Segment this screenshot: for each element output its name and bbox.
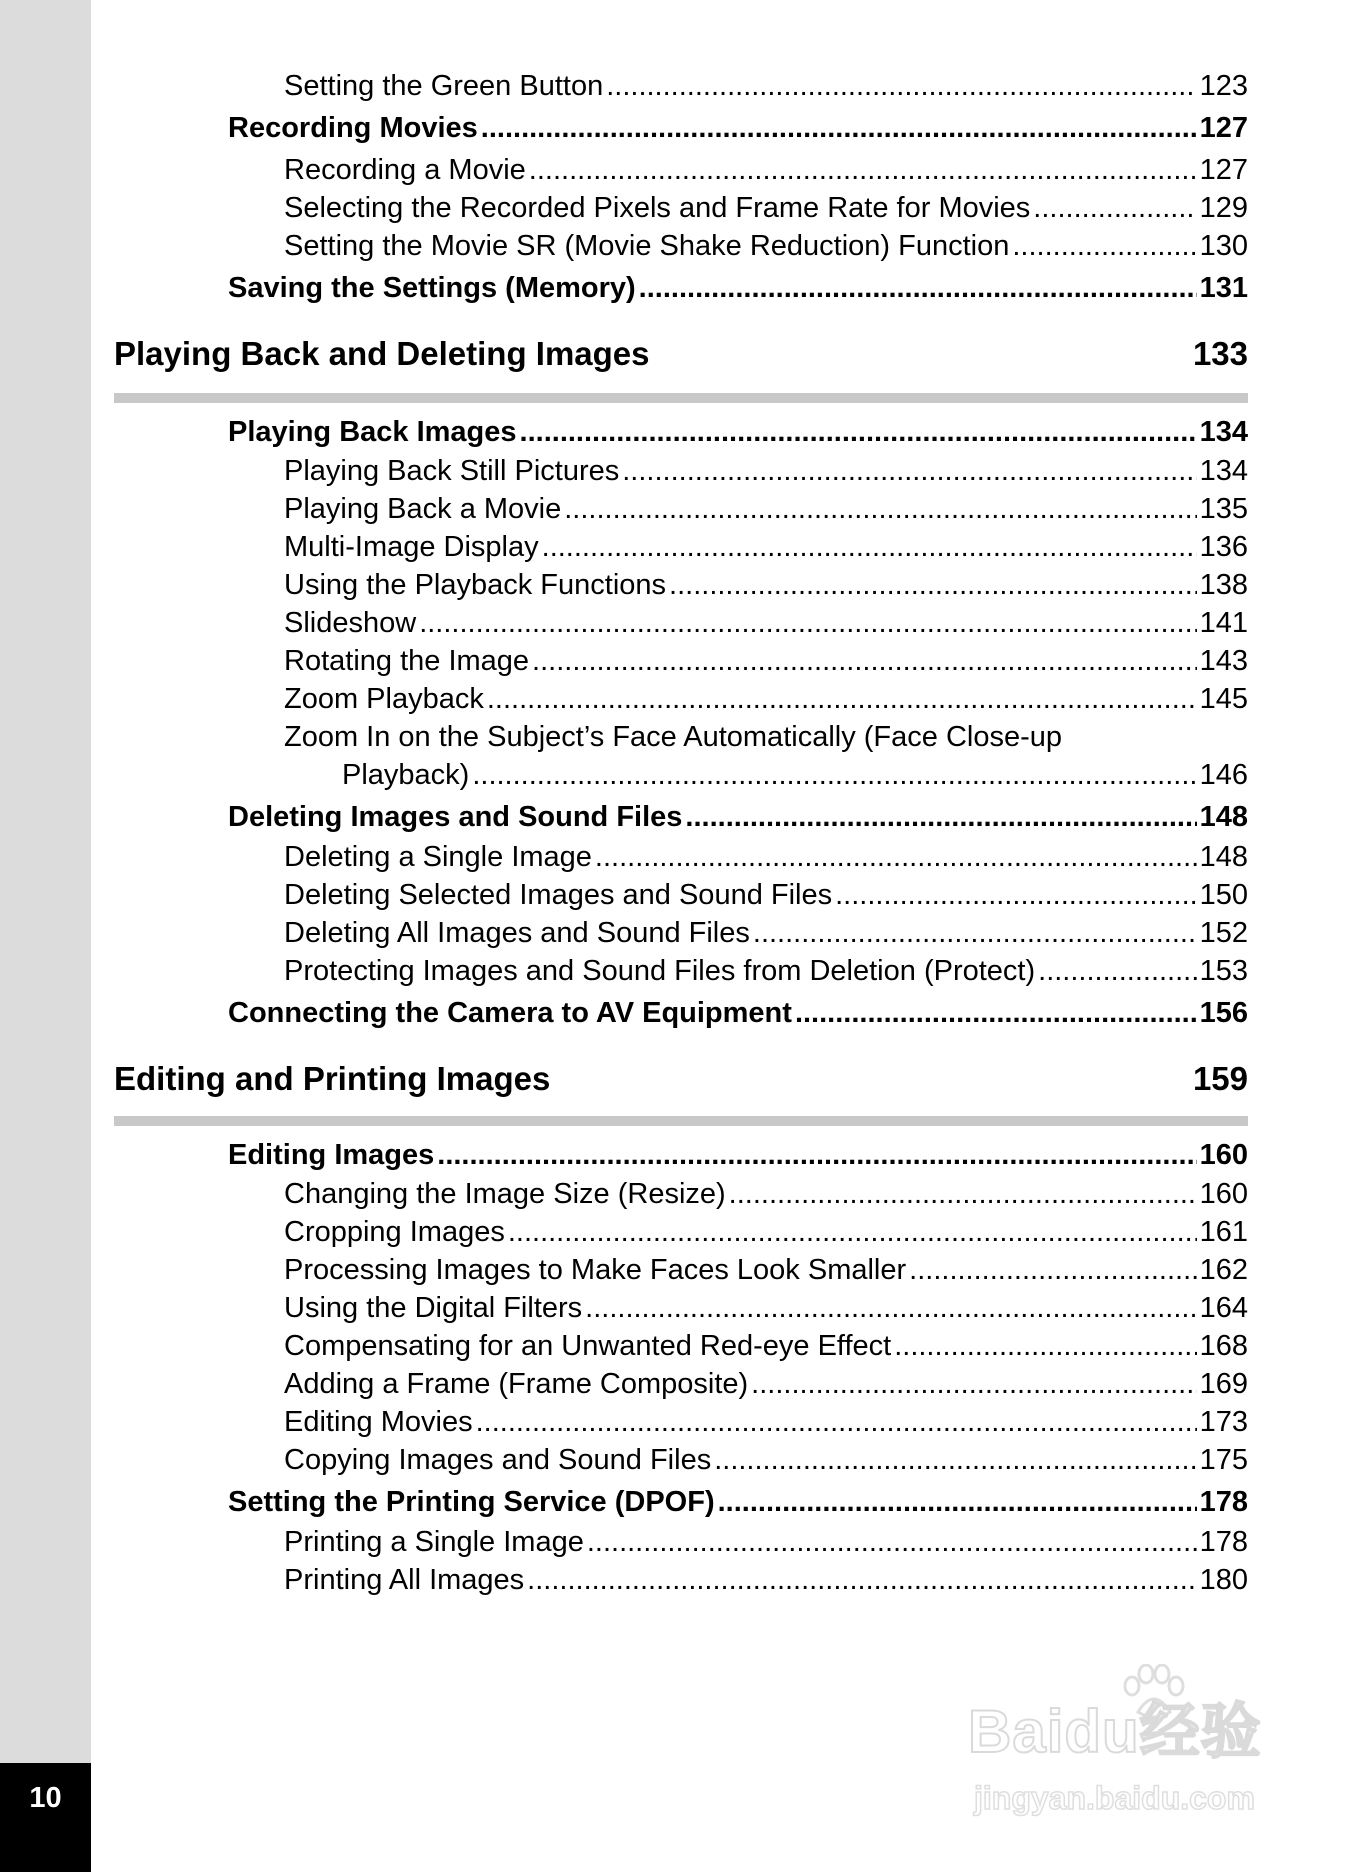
toc-entry-page: 123 <box>1199 70 1248 102</box>
toc-entry[interactable] <box>0 1368 1360 1406</box>
toc-entry-title: Recording a Movie <box>284 154 526 186</box>
chapter-divider <box>114 1116 1248 1126</box>
toc-entry[interactable] <box>0 1486 1360 1524</box>
toc-entry-title: Setting the Green Button <box>284 70 604 102</box>
toc-entry[interactable] <box>0 531 1360 569</box>
toc-entry-page: 131 <box>1199 272 1248 304</box>
leader-dots <box>585 1292 1196 1325</box>
toc-entry-title: Editing Movies <box>284 1406 473 1438</box>
toc-entry[interactable] <box>0 645 1360 683</box>
leader-dots <box>909 1254 1196 1287</box>
toc-entry-page: 162 <box>1199 1254 1248 1286</box>
toc-entry-page: 178 <box>1199 1526 1248 1558</box>
toc-entry-page: 138 <box>1199 569 1248 601</box>
page-number: 10 <box>29 1782 62 1814</box>
toc-entry-page: 129 <box>1199 192 1248 224</box>
toc-entry-title: Changing the Image Size (Resize) <box>284 1178 726 1210</box>
toc-entry-title-line1[interactable]: Zoom In on the Subject’s Face Automatically (Face Close-up <box>284 721 1063 753</box>
chapter-page: 159 <box>1192 1060 1248 1097</box>
leader-dots <box>481 112 1197 145</box>
toc-entry[interactable] <box>0 607 1360 645</box>
toc-entry[interactable] <box>0 272 1360 310</box>
leader-dots <box>520 416 1197 449</box>
leader-dots <box>437 1139 1196 1172</box>
toc-entry-page: 134 <box>1199 416 1248 448</box>
chapter-page: 133 <box>1192 335 1248 372</box>
toc-entry[interactable] <box>0 230 1360 268</box>
leader-dots <box>587 1526 1197 1559</box>
toc-entry[interactable] <box>0 879 1360 917</box>
leader-dots <box>1033 192 1196 225</box>
toc-entry[interactable] <box>0 1406 1360 1444</box>
toc-entry-page: 153 <box>1199 955 1248 987</box>
toc-entry-page: 135 <box>1199 493 1248 525</box>
toc-entry-page: 141 <box>1199 607 1248 639</box>
chapter-title: Playing Back and Deleting Images <box>114 335 650 372</box>
leader-dots <box>487 683 1197 716</box>
toc-entry-title: Protecting Images and Sound Files from Deletion (Protect) <box>284 955 1036 987</box>
leader-dots <box>564 493 1196 526</box>
toc-entry-page: 169 <box>1199 1368 1248 1400</box>
toc-entry[interactable] <box>0 997 1360 1035</box>
toc-entry-title: Playing Back Still Pictures <box>284 455 620 487</box>
toc-entry-page: 130 <box>1199 230 1248 262</box>
toc-entry[interactable] <box>0 70 1360 108</box>
toc-entry[interactable] <box>0 1139 1360 1177</box>
toc-entry[interactable] <box>0 112 1360 150</box>
toc-entry-title: Playback) <box>342 759 470 791</box>
toc-entry-page: 180 <box>1199 1564 1248 1596</box>
toc-entry-page: 146 <box>1199 759 1248 791</box>
leader-dots <box>529 154 1197 187</box>
toc-entry[interactable] <box>0 841 1360 879</box>
toc-entry[interactable] <box>0 1292 1360 1330</box>
toc-entry-title: Deleting Selected Images and Sound Files <box>284 879 833 911</box>
leader-dots <box>595 841 1197 874</box>
toc-entry-page: 134 <box>1199 455 1248 487</box>
toc-entry[interactable] <box>0 493 1360 531</box>
toc-entry-title: Printing All Images <box>284 1564 525 1596</box>
toc-entry-title: Slideshow <box>284 607 417 639</box>
toc-entry[interactable] <box>0 917 1360 955</box>
watermark-logo-text: Baidu经验 <box>968 1698 1262 1765</box>
toc-entry-page: 164 <box>1199 1292 1248 1324</box>
leader-dots <box>1038 955 1196 988</box>
toc-entry[interactable] <box>0 1216 1360 1254</box>
toc-entry[interactable] <box>0 154 1360 192</box>
leader-dots <box>542 531 1197 564</box>
toc-entry-page: 145 <box>1199 683 1248 715</box>
toc-entry-title: Printing a Single Image <box>284 1526 584 1558</box>
toc-entry-page: 127 <box>1199 154 1248 186</box>
baidu-watermark <box>968 1670 1288 1830</box>
toc-entry-title: Setting the Printing Service (DPOF) <box>228 1486 715 1518</box>
leader-dots <box>718 1486 1197 1519</box>
chapter-heading[interactable] <box>114 1060 1248 1110</box>
toc-entry[interactable] <box>0 955 1360 993</box>
toc-entry-page: 160 <box>1199 1178 1248 1210</box>
page-number-tab <box>0 1763 91 1872</box>
chapter-divider <box>114 393 1248 403</box>
toc-entry-title: Deleting Images and Sound Files <box>228 801 683 833</box>
toc-entry-title: Compensating for an Unwanted Red-eye Effect <box>284 1330 892 1362</box>
chapter-heading[interactable] <box>114 335 1248 385</box>
leader-dots <box>532 645 1197 678</box>
toc-entry[interactable] <box>0 1254 1360 1292</box>
toc-entry-title: Multi-Image Display <box>284 531 539 563</box>
leader-dots <box>472 759 1196 792</box>
toc-entry-page: 175 <box>1199 1444 1248 1476</box>
leader-dots <box>729 1178 1197 1211</box>
toc-entry-page: 152 <box>1199 917 1248 949</box>
toc-entry[interactable] <box>0 569 1360 607</box>
toc-entry-title: Processing Images to Make Faces Look Smaller <box>284 1254 907 1286</box>
toc-entry-page: 148 <box>1199 841 1248 873</box>
toc-entry[interactable] <box>0 1564 1360 1602</box>
toc-entry-page: 173 <box>1199 1406 1248 1438</box>
toc-entry-page: 168 <box>1199 1330 1248 1362</box>
leader-dots <box>639 272 1197 305</box>
toc-entry[interactable] <box>0 801 1360 839</box>
toc-entry[interactable] <box>0 759 1360 797</box>
toc-entry[interactable] <box>0 1526 1360 1564</box>
toc-entry-page: 127 <box>1199 112 1248 144</box>
leader-dots <box>476 1406 1197 1439</box>
toc-entry[interactable] <box>0 192 1360 230</box>
toc-entry-page: 150 <box>1199 879 1248 911</box>
toc-entry[interactable] <box>0 416 1360 454</box>
toc-entry-title: Selecting the Recorded Pixels and Frame Rate for Movies <box>284 192 1031 224</box>
leader-dots <box>508 1216 1197 1249</box>
leader-dots <box>419 607 1196 640</box>
watermark-url: jingyan.baidu.com <box>974 1780 1255 1816</box>
toc-entry-title: Playing Back a Movie <box>284 493 562 525</box>
toc-entry-title: Deleting All Images and Sound Files <box>284 917 750 949</box>
toc-entry-page: 178 <box>1199 1486 1248 1518</box>
toc-entry-title: Editing Images <box>228 1139 435 1171</box>
toc-entry[interactable] <box>0 1444 1360 1482</box>
leader-dots <box>527 1564 1196 1597</box>
leader-dots <box>714 1444 1196 1477</box>
toc-entry-title: Copying Images and Sound Files <box>284 1444 712 1476</box>
toc-entry[interactable] <box>0 1330 1360 1368</box>
leader-dots <box>751 1368 1196 1401</box>
toc-entry-title: Saving the Settings (Memory) <box>228 272 636 304</box>
toc-entry[interactable] <box>0 1178 1360 1216</box>
leader-dots <box>795 997 1197 1030</box>
toc-entry-title: Cropping Images <box>284 1216 505 1248</box>
toc-entry-title: Connecting the Camera to AV Equipment <box>228 997 792 1029</box>
toc-entry-title: Using the Playback Functions <box>284 569 667 601</box>
toc-entry-title: Adding a Frame (Frame Composite) <box>284 1368 749 1400</box>
leader-dots <box>894 1330 1196 1363</box>
leader-dots <box>753 917 1197 950</box>
leader-dots <box>622 455 1196 488</box>
toc-entry-title: Recording Movies <box>228 112 478 144</box>
toc-entry-title: Using the Digital Filters <box>284 1292 583 1324</box>
leader-dots <box>669 569 1197 602</box>
toc-entry-title: Rotating the Image <box>284 645 530 677</box>
toc-entry-title: Deleting a Single Image <box>284 841 592 873</box>
chapter-title: Editing and Printing Images <box>114 1060 551 1097</box>
toc-entry-page: 156 <box>1199 997 1248 1029</box>
toc-entry-title: Playing Back Images <box>228 416 517 448</box>
toc-entry-page: 148 <box>1199 801 1248 833</box>
toc-entry-title: Setting the Movie SR (Movie Shake Reduction) Function <box>284 230 1010 262</box>
toc-entry[interactable] <box>0 683 1360 721</box>
leader-dots <box>685 801 1196 834</box>
toc-entry-page: 143 <box>1199 645 1248 677</box>
toc-entry-page: 136 <box>1199 531 1248 563</box>
leader-dots <box>606 70 1196 103</box>
leader-dots <box>1012 230 1196 263</box>
leader-dots <box>835 879 1196 912</box>
toc-entry[interactable] <box>0 455 1360 493</box>
toc-entry-page: 161 <box>1199 1216 1248 1248</box>
toc-entry-title: Zoom Playback <box>284 683 484 715</box>
toc-entry-page: 160 <box>1199 1139 1248 1171</box>
